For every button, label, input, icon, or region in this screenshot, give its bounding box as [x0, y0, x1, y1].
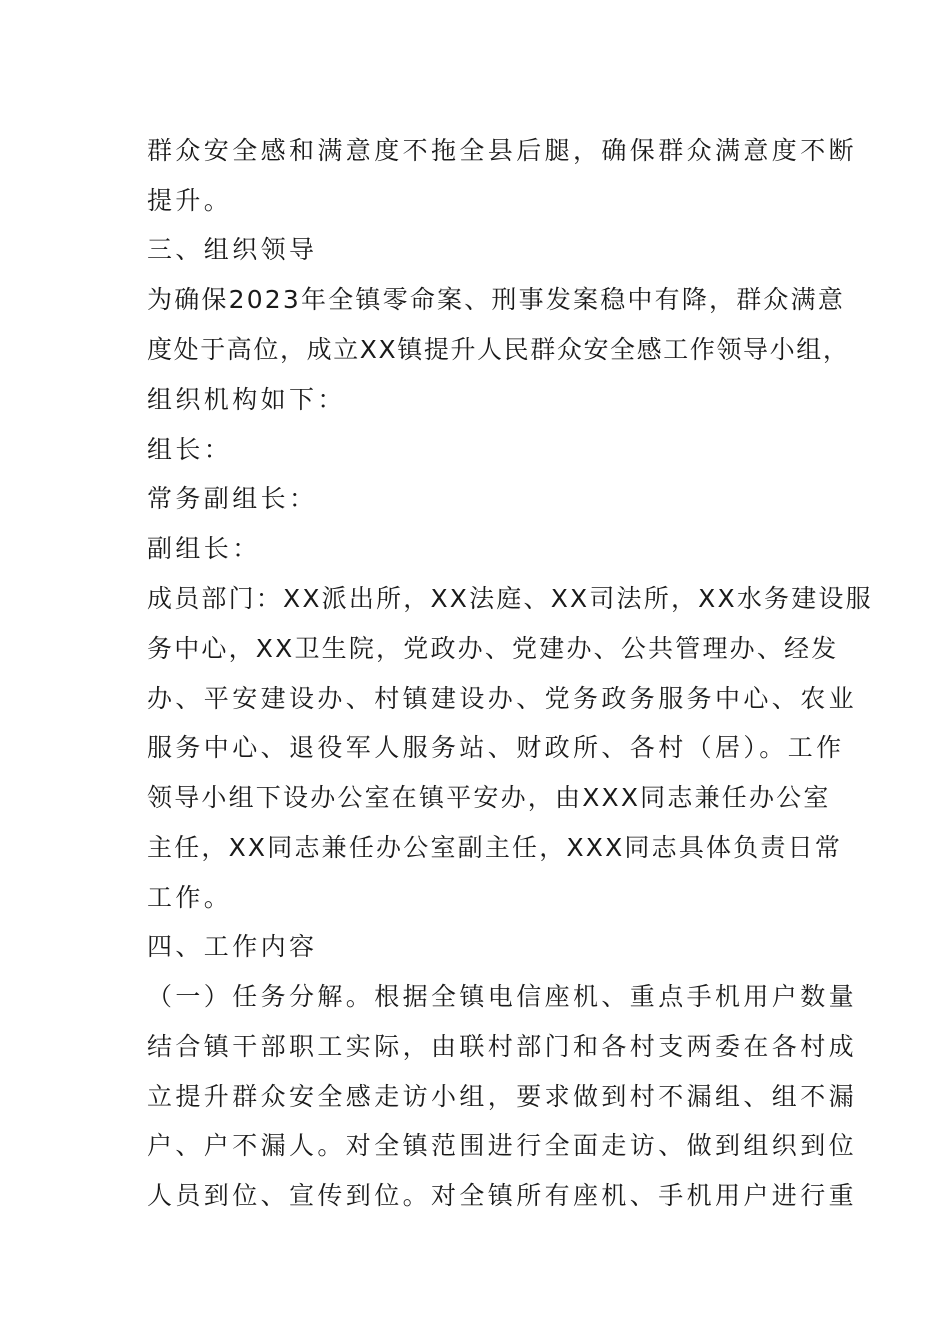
paragraph-line: 组织机构如下： [147, 385, 346, 414]
paragraph-line: 领导小组下设办公室在镇平安办，由XXX同志兼任办公室 [147, 783, 831, 812]
paragraph-line: 人员到位、宣传到位。对全镇所有座机、手机用户进行重 [147, 1181, 858, 1210]
paragraph-line: 服务中心、退役军人服务站、财政所、各村（居）。工作 [147, 733, 845, 762]
paragraph-line: 立提升群众安全感走访小组，要求做到村不漏组、组不漏 [147, 1082, 858, 1111]
paragraph-line: 务中心，XX卫生院，党政办、党建办、公共管理办、经发 [147, 634, 839, 663]
section-heading: 四、工作内容 [147, 932, 318, 961]
paragraph-line: 为确保2023年全镇零命案、刑事发案稳中有降，群众满意 [147, 285, 846, 314]
paragraph-line: （一）任务分解。根据全镇电信座机、重点手机用户数量 [147, 982, 858, 1011]
paragraph-line: 提升。 [147, 186, 233, 215]
paragraph-line: 办、平安建设办、村镇建设办、党务政务服务中心、农业 [147, 684, 858, 713]
section-heading: 三、组织领导 [147, 235, 318, 264]
paragraph-line: 成员部门：XX派出所，XX法庭、XX司法所，XX水务建设服 [147, 584, 873, 613]
paragraph-line: 常务副组长： [147, 484, 318, 513]
paragraph-line: 群众安全感和满意度不拖全县后腿，确保群众满意度不断 [147, 136, 858, 165]
paragraph-line: 结合镇干部职工实际，由联村部门和各村支两委在各村成 [147, 1032, 858, 1061]
paragraph-line: 副组长： [147, 534, 261, 563]
paragraph-line: 主任，XX同志兼任办公室副主任，XXX同志具体负责日常 [147, 833, 843, 862]
paragraph-line: 工作。 [147, 883, 233, 912]
paragraph-line: 户、户不漏人。对全镇范围进行全面走访、做到组织到位 [147, 1131, 858, 1160]
paragraph-line: 度处于高位，成立XX镇提升人民群众安全感工作领导小组， [147, 335, 850, 364]
paragraph-line: 组长： [147, 435, 233, 464]
